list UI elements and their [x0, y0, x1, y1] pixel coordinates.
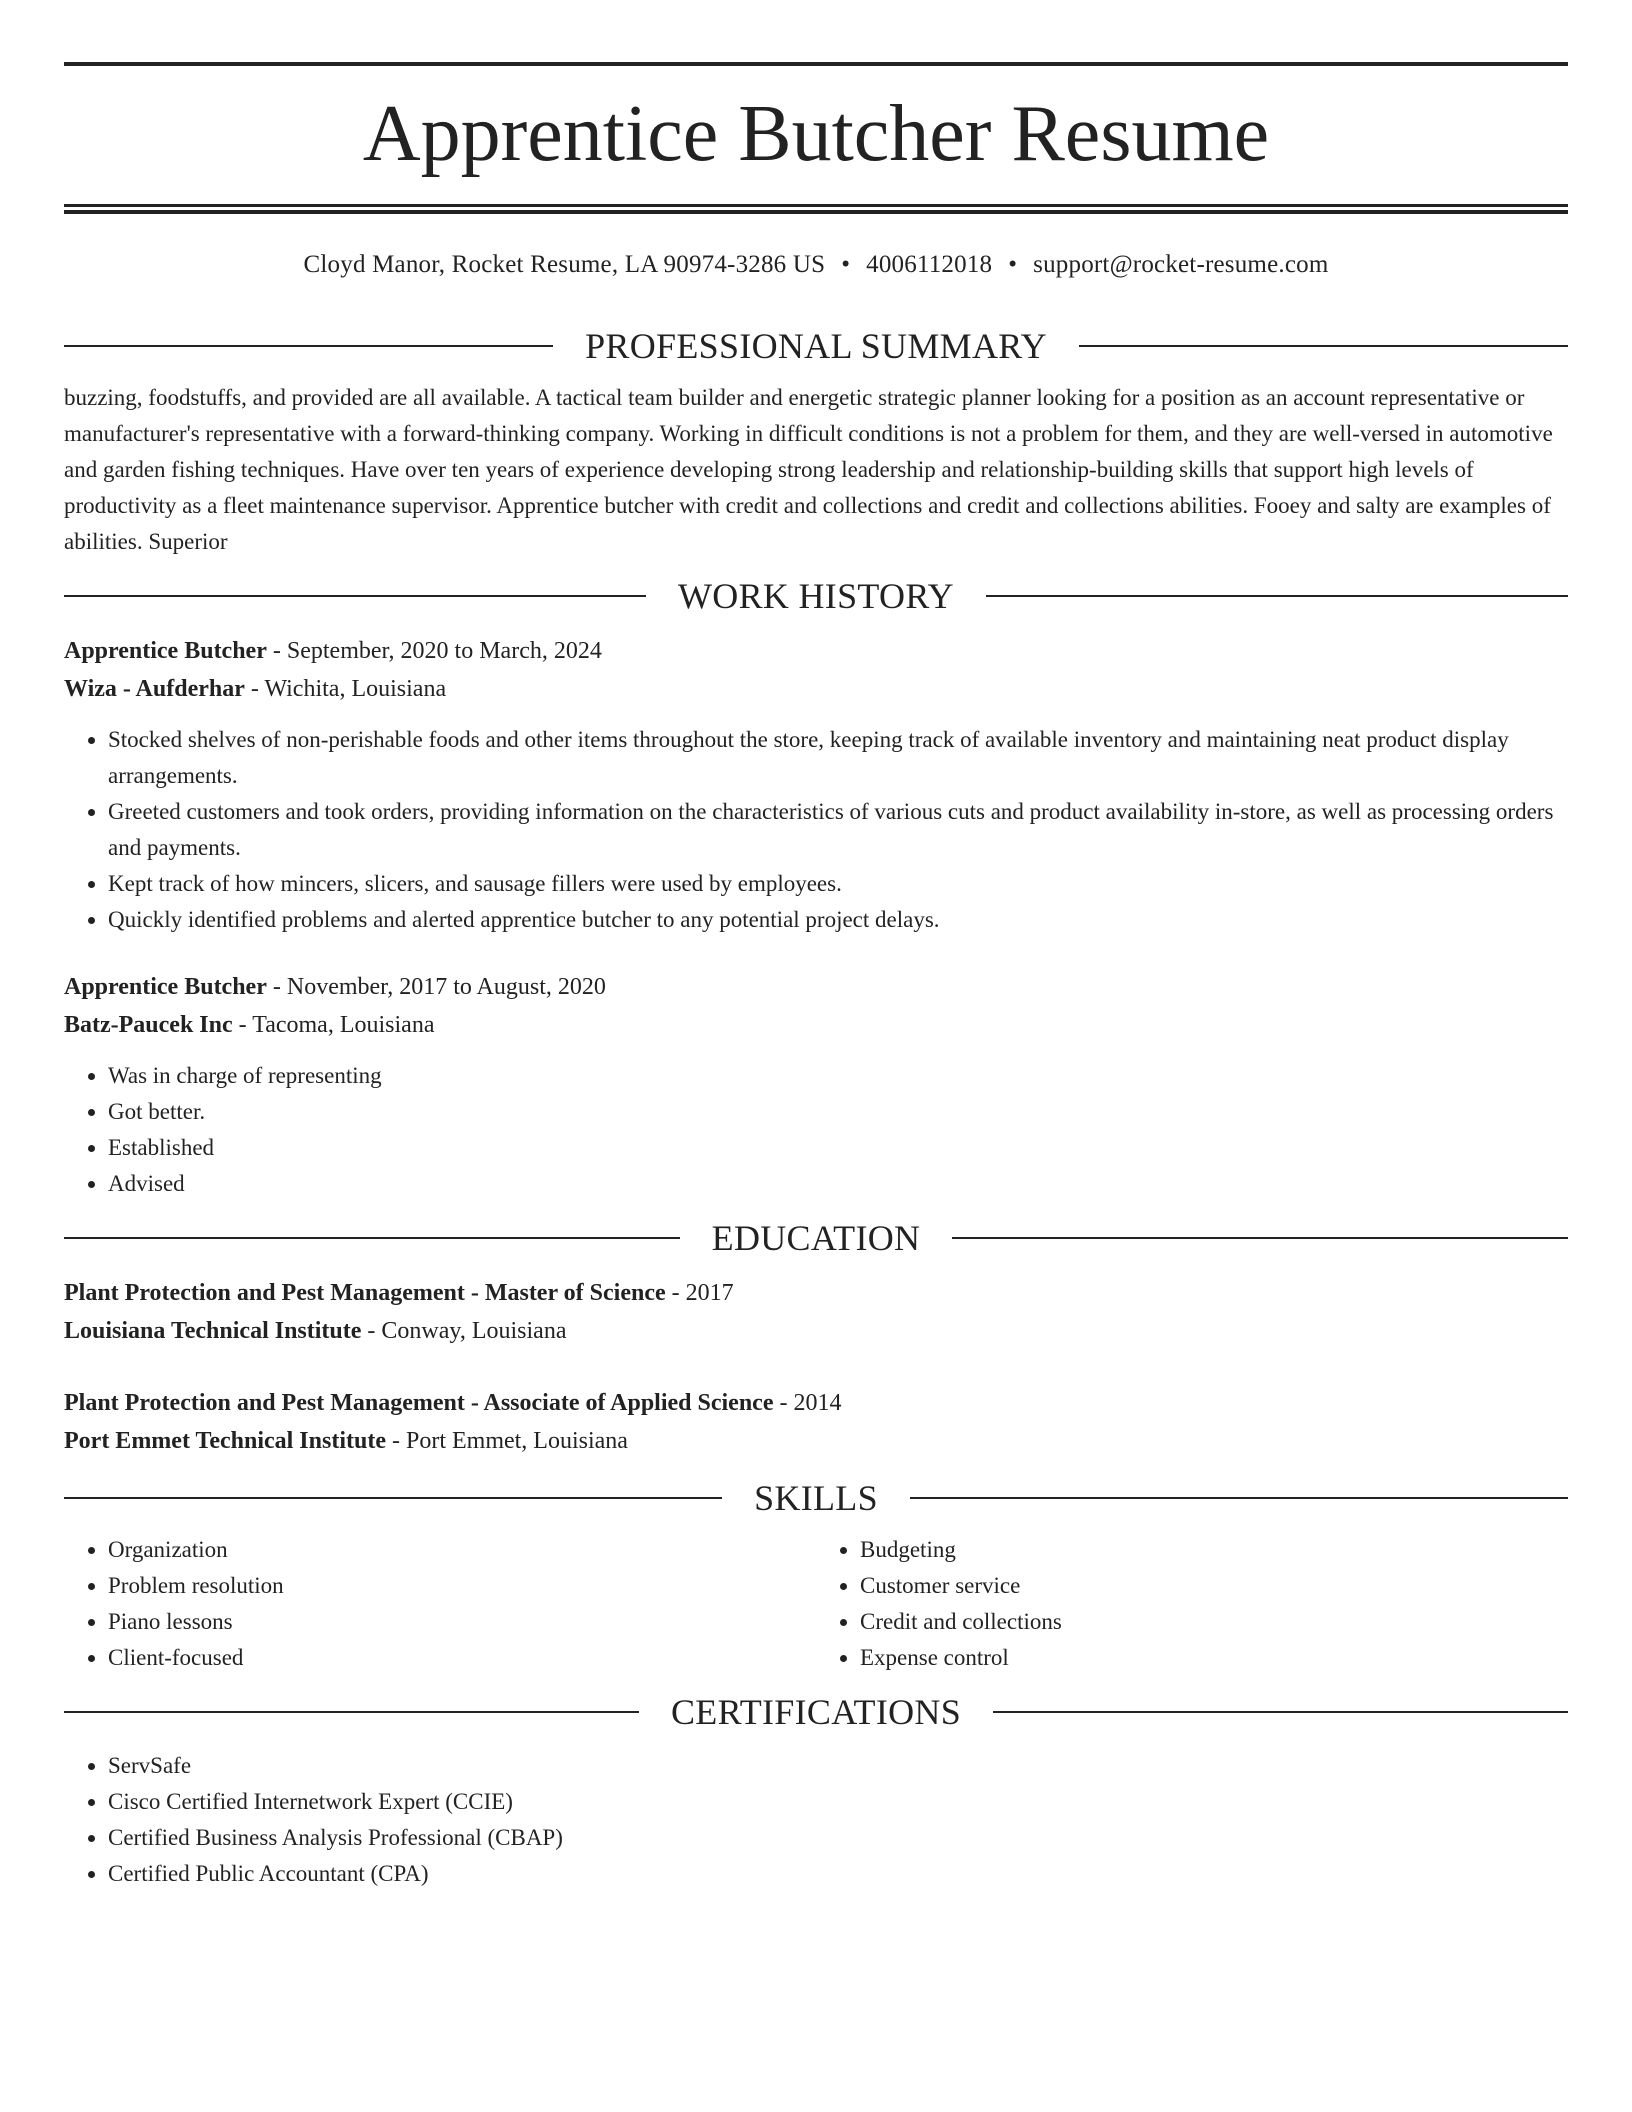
list-item: • Established: [108, 1130, 1568, 1166]
divider-line: [986, 595, 1568, 597]
section-heading-certifications: [64, 1690, 1568, 1734]
divider-line: [64, 1237, 680, 1239]
degree-line: [64, 1274, 1568, 1312]
list-item: • Certified Public Accountant (CPA): [108, 1856, 1568, 1892]
job-entry: [64, 968, 1568, 1202]
header-bottom-rule: [64, 204, 1568, 214]
divider-line: [993, 1711, 1568, 1713]
contact-phone: 4006112018: [866, 251, 993, 278]
job-company-line: [64, 670, 1568, 708]
job-title: Apprentice Butcher: [64, 974, 267, 1000]
list-item: • Credit and collections: [860, 1604, 1568, 1640]
school-line: [64, 1422, 1568, 1460]
job-company: Batz-Paucek Inc: [64, 1012, 233, 1038]
list-item: • Expense control: [860, 1640, 1568, 1676]
divider-line: [910, 1497, 1568, 1499]
job-title-line: [64, 968, 1568, 1006]
skills-list-left: [64, 1532, 816, 1676]
section-heading-skills: [64, 1476, 1568, 1520]
contact-address: Cloyd Manor, Rocket Resume, LA 90974-3286 US: [303, 251, 826, 278]
skills-list-right: [816, 1532, 1568, 1676]
list-item: • Quickly identified problems and alerted apprentice butcher to any potential project delays.: [108, 902, 1568, 938]
list-item: • Cisco Certified Internetwork Expert (CCIE): [108, 1784, 1568, 1820]
section-title: CERTIFICATIONS: [670, 1692, 962, 1732]
contact-separator: •: [1008, 251, 1018, 278]
section-heading-work: [64, 574, 1568, 618]
list-item: • Certified Business Analysis Professional (CBAP): [108, 1820, 1568, 1856]
section-title: PROFESSIONAL SUMMARY: [585, 326, 1047, 366]
contact-email: support@rocket-resume.com: [1033, 251, 1329, 278]
list-item: • Stocked shelves of non-perishable foods and other items throughout the store, keeping track of available inventory and maintaining neat product display arrangements.: [108, 722, 1568, 794]
job-entry: [64, 632, 1568, 938]
list-item: • Kept track of how mincers, slicers, and sausage fillers were used by employees.: [108, 866, 1568, 902]
job-bullets: [64, 1058, 1568, 1202]
list-item: • Got better.: [108, 1094, 1568, 1130]
list-item: • Problem resolution: [108, 1568, 816, 1604]
list-item: • Advised: [108, 1166, 1568, 1202]
school-location: - Port Emmet, Louisiana: [385, 1428, 628, 1454]
degree-line: [64, 1384, 1568, 1422]
summary-text: buzzing, foodstuffs, and provided are all available. A tactical team builder and energetic strategic planner looking for a position as an account representative or manufacturer's representative with a forward-thinking company. Working in difficult conditions is not a problem for them, and they are well-versed in automotive and garden fishing techniques. Have over ten years of experience developing strong leadership and relationship-building skills that support high levels of productivity as a fleet maintenance supervisor. Apprentice butcher with credit and collections and credit and collections abilities. Fooey and salty are examples of abilities. Superior: [64, 385, 1553, 554]
degree: Plant Protection and Pest Management - Master of Science: [64, 1280, 666, 1306]
job-dates: - November, 2017 to August, 2020: [266, 974, 606, 1000]
contact-separator: •: [841, 251, 851, 278]
divider-line: [64, 345, 553, 347]
list-item: • Piano lessons: [108, 1604, 816, 1640]
divider-line: [1079, 345, 1568, 347]
school-location: - Conway, Louisiana: [361, 1318, 567, 1344]
skills-grid: [64, 1532, 1568, 1676]
section-heading-education: [64, 1216, 1568, 1260]
contact-line: [64, 250, 1568, 280]
education-entry: [64, 1274, 1568, 1350]
job-company: Wiza - Aufderhar: [64, 676, 245, 702]
job-title-line: [64, 632, 1568, 670]
section-title: SKILLS: [754, 1478, 878, 1518]
job-company-line: [64, 1006, 1568, 1044]
job-location: - Wichita, Louisiana: [244, 676, 447, 702]
section-title: WORK HISTORY: [678, 576, 954, 616]
school: Louisiana Technical Institute: [64, 1318, 362, 1344]
job-title: Apprentice Butcher: [64, 638, 267, 664]
divider-line: [952, 1237, 1568, 1239]
list-item: • Was in charge of representing: [108, 1058, 1568, 1094]
school-line: [64, 1312, 1568, 1350]
list-item: • Customer service: [860, 1568, 1568, 1604]
job-dates: - September, 2020 to March, 2024: [266, 638, 602, 664]
job-location: - Tacoma, Louisiana: [232, 1012, 435, 1038]
degree-year: - 2014: [773, 1390, 842, 1416]
list-item: • Client-focused: [108, 1640, 816, 1676]
section-heading-summary: [64, 324, 1568, 368]
page-title: Apprentice Butcher Resume: [362, 90, 1270, 178]
list-item: • Greeted customers and took orders, providing information on the characteristics of various cuts and product availability in-store, as well as processing orders and payments.: [108, 794, 1568, 866]
divider-line: [64, 595, 646, 597]
section-title: EDUCATION: [711, 1218, 921, 1258]
degree-year: - 2017: [665, 1280, 734, 1306]
divider-line: [64, 1711, 639, 1713]
job-bullets: [64, 722, 1568, 938]
certifications-list: [64, 1748, 1568, 1892]
school: Port Emmet Technical Institute: [64, 1428, 386, 1454]
list-item: • ServSafe: [108, 1748, 1568, 1784]
divider-line: [64, 1497, 722, 1499]
list-item: • Budgeting: [860, 1532, 1568, 1568]
education-entry: [64, 1384, 1568, 1460]
degree: Plant Protection and Pest Management - Associate of Applied Science: [64, 1390, 774, 1416]
list-item: • Organization: [108, 1532, 816, 1568]
